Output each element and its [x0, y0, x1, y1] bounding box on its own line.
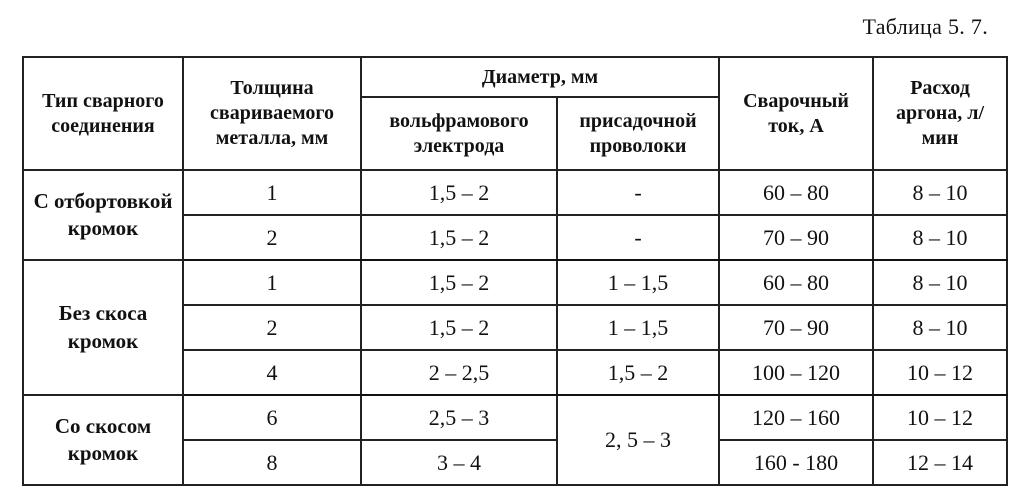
header-filler-wire: присадочной проволоки	[557, 97, 719, 170]
table-caption: Таблица 5. 7.	[862, 14, 988, 39]
argon-cell: 8 – 10	[873, 305, 1007, 350]
filler-cell: 1,5 – 2	[557, 350, 719, 395]
tungsten-cell: 1,5 – 2	[361, 170, 557, 215]
filler-cell: 1 – 1,5	[557, 260, 719, 305]
joint-type-cell: Без скоса кромок	[23, 260, 183, 395]
current-cell: 60 – 80	[719, 260, 873, 305]
current-cell: 70 – 90	[719, 305, 873, 350]
current-cell: 70 – 90	[719, 215, 873, 260]
header-tungsten-electrode: вольфрамового электрода	[361, 97, 557, 170]
argon-cell: 12 – 14	[873, 440, 1007, 485]
header-diameter: Диаметр, мм	[361, 57, 719, 97]
header-argon: Расход аргона, л/мин	[873, 57, 1007, 170]
argon-cell: 10 – 12	[873, 350, 1007, 395]
tungsten-cell: 2 – 2,5	[361, 350, 557, 395]
header-joint-type: Тип сварного соединения	[23, 57, 183, 170]
tungsten-cell: 3 – 4	[361, 440, 557, 485]
thickness-cell: 6	[183, 395, 361, 440]
header-thickness: Толщина свариваемого металла, мм	[183, 57, 361, 170]
tungsten-cell: 1,5 – 2	[361, 260, 557, 305]
thickness-cell: 4	[183, 350, 361, 395]
table-row	[23, 170, 1007, 215]
filler-cell: 1 – 1,5	[557, 305, 719, 350]
filler-cell: -	[557, 170, 719, 215]
argon-cell: 10 – 12	[873, 395, 1007, 440]
tungsten-cell: 1,5 – 2	[361, 215, 557, 260]
thickness-cell: 1	[183, 260, 361, 305]
current-cell: 160 - 180	[719, 440, 873, 485]
table-row	[23, 395, 1007, 440]
header-current: Сварочный ток, А	[719, 57, 873, 170]
thickness-cell: 2	[183, 215, 361, 260]
argon-cell: 8 – 10	[873, 170, 1007, 215]
welding-parameters-table	[22, 56, 1008, 486]
argon-cell: 8 – 10	[873, 260, 1007, 305]
current-cell: 60 – 80	[719, 170, 873, 215]
filler-cell: -	[557, 215, 719, 260]
current-cell: 100 – 120	[719, 350, 873, 395]
tungsten-cell: 2,5 – 3	[361, 395, 557, 440]
filler-cell-merged: 2, 5 – 3	[557, 395, 719, 485]
thickness-cell: 8	[183, 440, 361, 485]
joint-type-cell: Со скосом кромок	[23, 395, 183, 485]
tungsten-cell: 1,5 – 2	[361, 305, 557, 350]
table-row	[23, 260, 1007, 305]
thickness-cell: 1	[183, 170, 361, 215]
thickness-cell: 2	[183, 305, 361, 350]
argon-cell: 8 – 10	[873, 215, 1007, 260]
current-cell: 120 – 160	[719, 395, 873, 440]
joint-type-cell: С отбортовкой кромок	[23, 170, 183, 260]
